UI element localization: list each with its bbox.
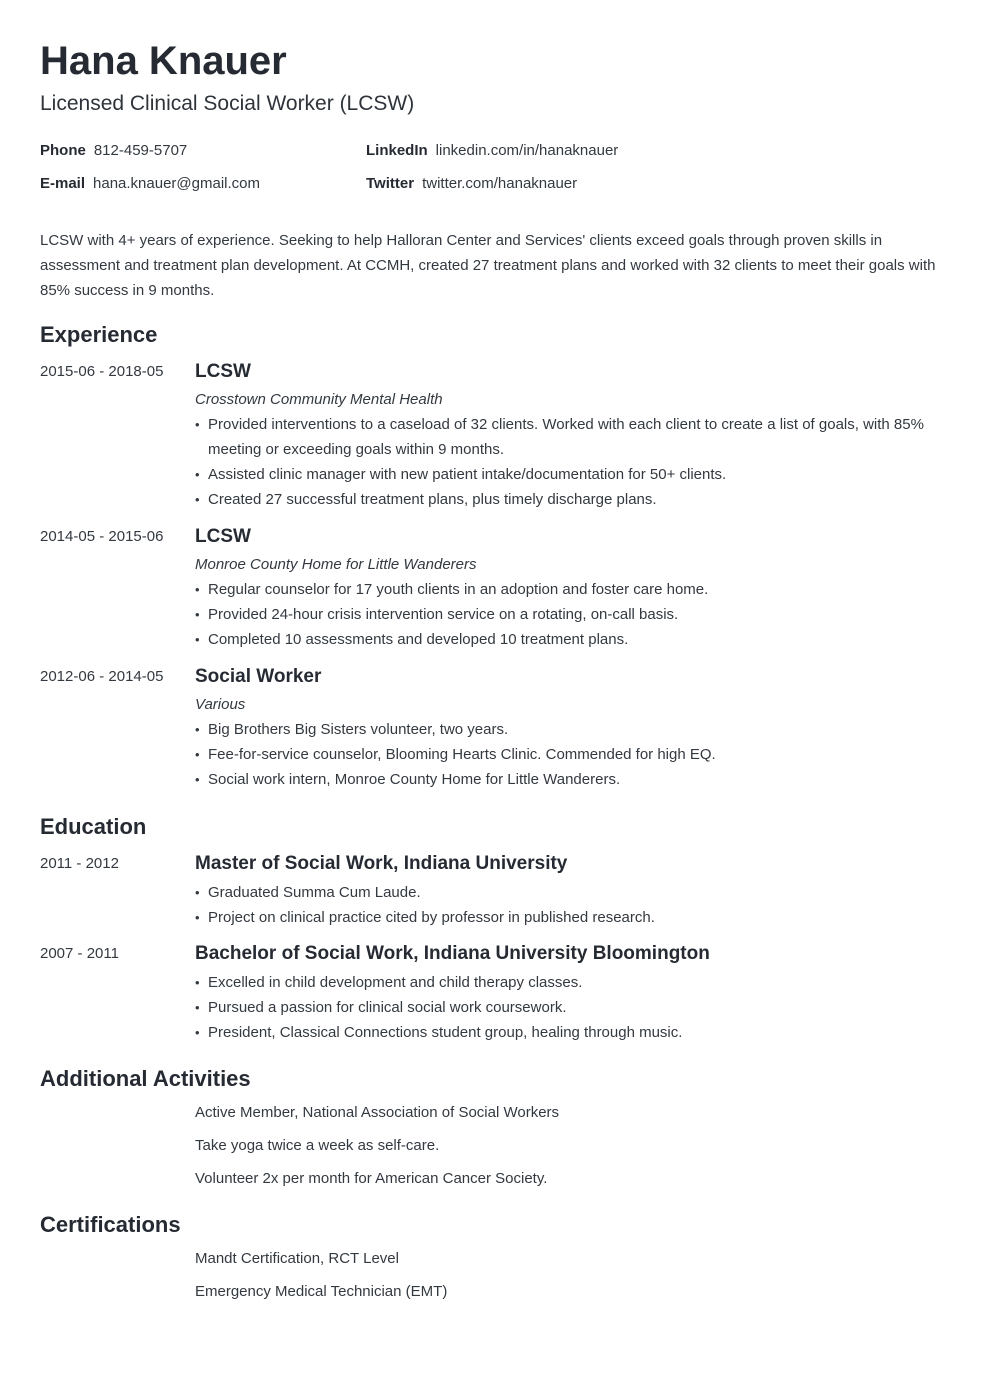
candidate-title: Licensed Clinical Social Worker (LCSW) [40, 92, 415, 115]
job-organization: Crosstown Community Mental Health [195, 391, 443, 408]
education-bullet: • Excelled in child development and child therapy classes. [195, 970, 945, 995]
certifications-heading: Certifications [40, 1212, 181, 1237]
job-role: LCSW [195, 526, 251, 547]
job-bullet: • Regular counselor for 17 youth clients in an adoption and foster care home. [195, 577, 945, 602]
job-bullets [195, 577, 945, 652]
job-entry [195, 664, 945, 792]
phone-label: Phone [40, 142, 86, 159]
job-bullet: • Social work intern, Monroe County Home for Little Wanderers. [195, 767, 945, 792]
activities-heading: Additional Activities [40, 1066, 251, 1091]
phone-value: 812-459-5707 [93, 142, 188, 159]
job-dates: 2014-05 - 2015-06 [40, 528, 164, 545]
job-role: Social Worker [195, 666, 322, 687]
linkedin-value: linkedin.com/in/hanaknauer [435, 142, 619, 159]
education-degree: Bachelor of Social Work, Indiana University Bloomington [195, 943, 710, 964]
job-bullet: • Fee-for-service counselor, Blooming Hearts Clinic. Commended for high EQ. [195, 742, 945, 767]
education-dates: 2007 - 2011 [40, 945, 119, 962]
education-bullet: • Pursued a passion for clinical social work coursework. [195, 995, 945, 1020]
job-dates: 2015-06 - 2018-05 [40, 363, 164, 380]
education-bullet: • Graduated Summa Cum Laude. [195, 880, 945, 905]
job-role: LCSW [195, 361, 251, 382]
profile-summary: LCSW with 4+ years of experience. Seeking to help Halloran Center and Services' clients exceed goals through proven skills in assessment and treatment plan development. At CCMH, created 27 treatment plans and worked with 32 clients to meet their goals with 85% success in 9 months. [40, 232, 936, 299]
job-bullet: • Created 27 successful treatment plans, plus timely discharge plans. [195, 487, 945, 512]
experience-heading: Experience [40, 322, 158, 347]
activity-item: Active Member, National Association of Social Workers [195, 1104, 560, 1121]
job-organization: Monroe County Home for Little Wanderers [195, 556, 477, 573]
contact-email [40, 173, 260, 195]
education-bullets [195, 880, 945, 930]
certification-item: Emergency Medical Technician (EMT) [195, 1283, 448, 1300]
job-bullets [195, 412, 945, 512]
education-entry [195, 851, 945, 930]
job-bullets [195, 717, 945, 792]
email-value: hana.knauer@gmail.com [93, 175, 260, 192]
twitter-value: twitter.com/hanaknauer [422, 175, 578, 192]
education-heading: Education [40, 814, 147, 839]
education-bullet: • Project on clinical practice cited by professor in published research. [195, 905, 945, 930]
education-bullet: • President, Classical Connections student group, healing through music. [195, 1020, 945, 1045]
email-label: E-mail [40, 175, 86, 192]
job-entry [195, 359, 945, 512]
linkedin-label: LinkedIn [366, 142, 428, 159]
job-bullet: • Assisted clinic manager with new patient intake/documentation for 50+ clients. [195, 462, 945, 487]
education-bullets [195, 970, 945, 1045]
education-dates: 2011 - 2012 [40, 855, 119, 872]
job-bullet: • Provided interventions to a caseload of 32 clients. Worked with each client to create a list of goals, with 85% meeting or exceeding goals within 9 months. [195, 412, 945, 462]
contact-twitter [366, 173, 577, 195]
job-dates: 2012-06 - 2014-05 [40, 668, 164, 685]
education-degree: Master of Social Work, Indiana University [195, 853, 568, 874]
contact-phone [40, 140, 187, 162]
job-bullet: • Completed 10 assessments and developed 10 treatment plans. [195, 627, 945, 652]
job-bullet: • Provided 24-hour crisis intervention service on a rotating, on-call basis. [195, 602, 945, 627]
candidate-name: Hana Knauer [40, 39, 287, 83]
contact-linkedin [366, 140, 618, 162]
certification-item: Mandt Certification, RCT Level [195, 1250, 399, 1267]
job-organization: Various [195, 696, 246, 713]
education-entry [195, 941, 945, 1045]
twitter-label: Twitter [366, 175, 415, 192]
activity-item: Volunteer 2x per month for American Cancer Society. [195, 1170, 548, 1187]
activity-item: Take yoga twice a week as self-care. [195, 1137, 440, 1154]
job-bullet: • Big Brothers Big Sisters volunteer, two years. [195, 717, 945, 742]
job-entry [195, 524, 945, 652]
